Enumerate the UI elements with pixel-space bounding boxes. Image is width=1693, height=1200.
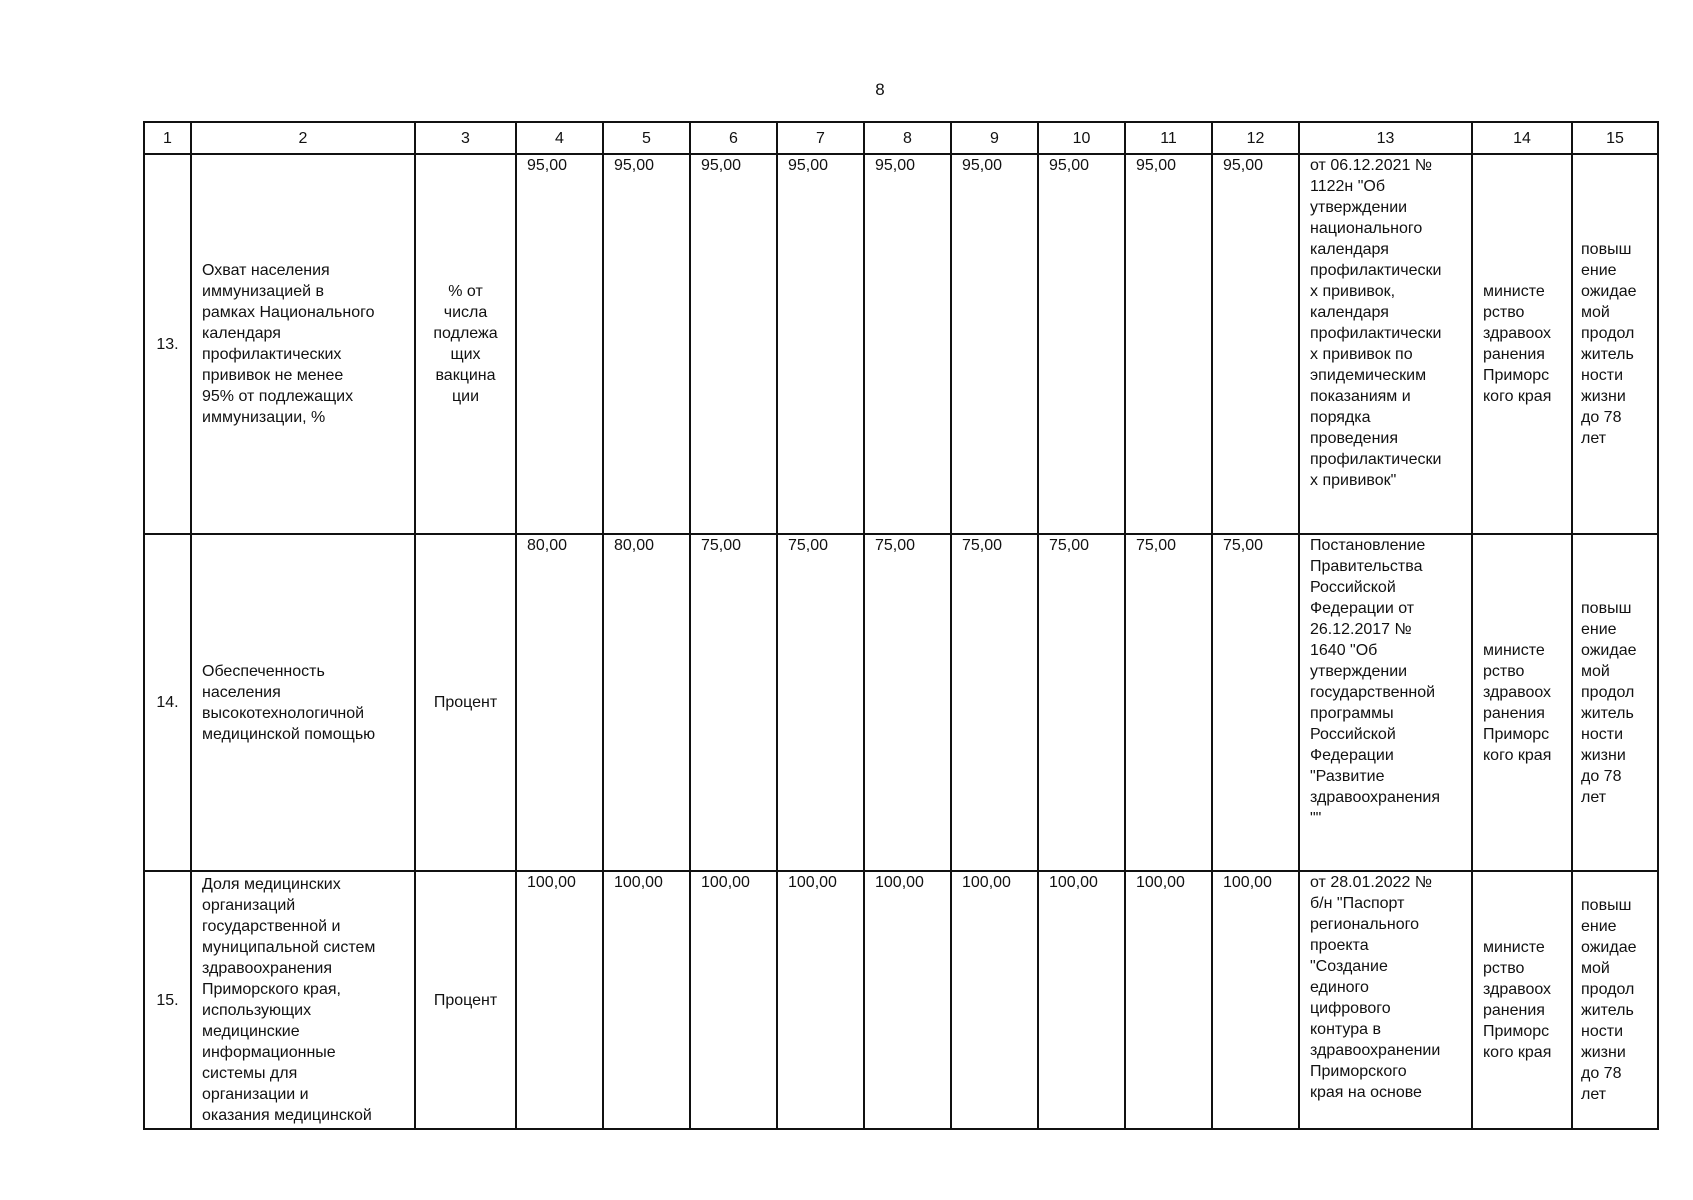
value-cell: 75,00 <box>777 534 864 871</box>
table-row <box>144 871 1658 1129</box>
unit: % от числа подлежа щих вакцина ции <box>415 154 516 534</box>
column-number: 2 <box>191 122 415 154</box>
value-cell: 100,00 <box>1125 871 1212 1129</box>
national-goal: повыш ение ожидае мой продол житель ности жизни до 78 лет <box>1572 871 1658 1129</box>
column-number-row <box>144 122 1658 154</box>
value-cell: 95,00 <box>777 154 864 534</box>
column-number: 13 <box>1299 122 1472 154</box>
value-cell: 95,00 <box>864 154 951 534</box>
table-row <box>144 534 1658 871</box>
value-cell: 100,00 <box>1038 871 1125 1129</box>
column-number: 14 <box>1472 122 1572 154</box>
unit: Процент <box>415 534 516 871</box>
value-cell: 100,00 <box>516 871 603 1129</box>
column-number: 9 <box>951 122 1038 154</box>
value-cell: 95,00 <box>1212 154 1299 534</box>
table-row <box>144 154 1658 534</box>
value-cell: 95,00 <box>603 154 690 534</box>
national-goal: повыш ение ожидае мой продол житель ности жизни до 78 лет <box>1572 534 1658 871</box>
value-cell: 75,00 <box>1038 534 1125 871</box>
page-number: 8 <box>875 80 885 99</box>
row-number: 15. <box>144 871 191 1129</box>
value-cell: 75,00 <box>1212 534 1299 871</box>
value-cell: 80,00 <box>516 534 603 871</box>
row-number: 14. <box>144 534 191 871</box>
value-cell: 100,00 <box>603 871 690 1129</box>
column-number: 4 <box>516 122 603 154</box>
column-number: 5 <box>603 122 690 154</box>
value-cell: 75,00 <box>951 534 1038 871</box>
column-number: 1 <box>144 122 191 154</box>
value-cell: 75,00 <box>864 534 951 871</box>
indicator-name: Доля медицинских организаций государственной и муниципальной систем здравоохранения Приморского края, использующих медицинские информационные системы для организации и оказания медицинской <box>191 871 415 1129</box>
legal-document: Постановление Правительства Российской Федерации от 26.12.2017 № 1640 "Об утверждении государственной программы Российской Федерации "Развитие здравоохранения "" <box>1299 534 1472 871</box>
column-number: 3 <box>415 122 516 154</box>
indicator-name: Обеспеченность населения высокотехнологичной медицинской помощью <box>191 534 415 871</box>
column-number: 12 <box>1212 122 1299 154</box>
value-cell: 100,00 <box>951 871 1038 1129</box>
national-goal: повыш ение ожидае мой продол житель ности жизни до 78 лет <box>1572 154 1658 534</box>
indicators-table <box>143 121 1659 1130</box>
value-cell: 100,00 <box>690 871 777 1129</box>
indicator-name: Охват населения иммунизацией в рамках Национального календаря профилактических прививок не менее 95% от подлежащих иммунизации, % <box>191 154 415 534</box>
responsible-body: министе рство здравоох ранения Приморс кого края <box>1472 871 1572 1129</box>
value-cell: 80,00 <box>603 534 690 871</box>
value-cell: 100,00 <box>1212 871 1299 1129</box>
legal-document: от 28.01.2022 № б/н "Паспорт регионального проекта "Создание единого цифрового контура в здравоохранении Приморского края на основе <box>1299 871 1472 1129</box>
unit: Процент <box>415 871 516 1129</box>
value-cell: 95,00 <box>1038 154 1125 534</box>
column-number: 8 <box>864 122 951 154</box>
row-number: 13. <box>144 154 191 534</box>
column-number: 7 <box>777 122 864 154</box>
legal-document: от 06.12.2021 № 1122н "Об утверждении национального календаря профилактически х прививок, календаря профилактически х прививок по эпидемическим показаниям и порядка проведения профилактически х прививок" <box>1299 154 1472 534</box>
value-cell: 75,00 <box>1125 534 1212 871</box>
responsible-body: министе рство здравоох ранения Приморс кого края <box>1472 534 1572 871</box>
value-cell: 100,00 <box>777 871 864 1129</box>
column-number: 15 <box>1572 122 1658 154</box>
value-cell: 95,00 <box>690 154 777 534</box>
responsible-body: министе рство здравоох ранения Приморс кого края <box>1472 154 1572 534</box>
column-number: 6 <box>690 122 777 154</box>
value-cell: 95,00 <box>516 154 603 534</box>
value-cell: 95,00 <box>951 154 1038 534</box>
value-cell: 95,00 <box>1125 154 1212 534</box>
value-cell: 75,00 <box>690 534 777 871</box>
column-number: 10 <box>1038 122 1125 154</box>
value-cell: 100,00 <box>864 871 951 1129</box>
column-number: 11 <box>1125 122 1212 154</box>
